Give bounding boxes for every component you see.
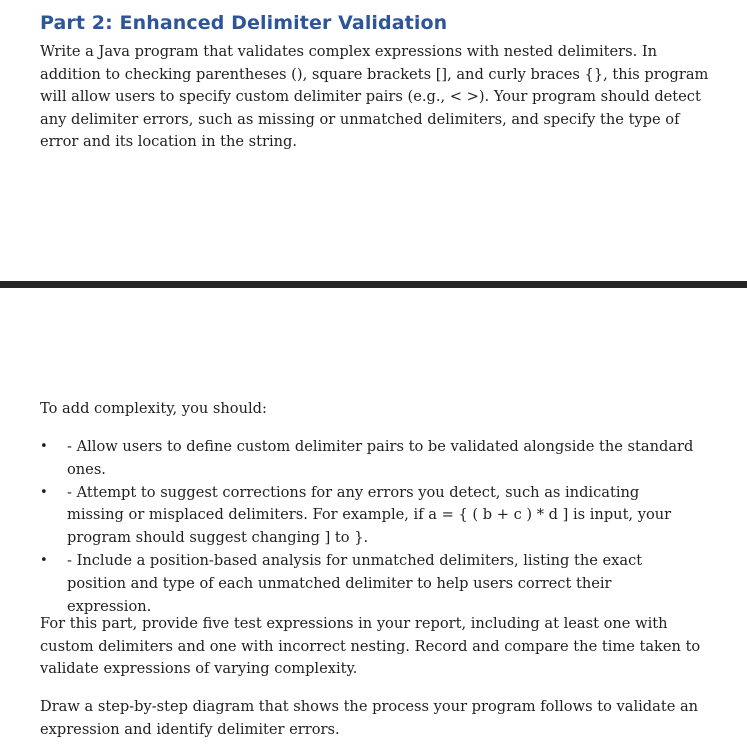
list-item [40,550,700,618]
requirements-list [40,436,700,618]
list-item-text: - Allow users to define custom delimiter pairs to be validated alongside the standard ones. [67,438,694,478]
list-item-text: - Attempt to suggest corrections for any errors you detect, such as indicating missing or misplaced delimiters. For example, if a = { ( b + c ) * d ] is input, your program should suggest changing ] to }. [67,483,672,547]
list-item-text: - Include a position-based analysis for unmatched delimiters, listing the exact position and type of each unmatched delimiter to help users correct their expression. [67,551,643,615]
test-expressions-paragraph: For this part, provide five test expressions in your report, including at least one with custom delimiters and one with incorrect nesting. Record and compare the time taken to validate expressions of varying complexity. [40,615,701,678]
diagram-paragraph: Draw a step-by-step diagram that shows the process your program follows to validate an expression and identify delimiter errors. [40,698,699,738]
bullet-icon: • [40,439,48,454]
page-top [0,0,747,281]
bullet-icon: • [40,484,48,500]
page-break-divider [0,281,747,288]
list-item [40,436,700,482]
intro-paragraph: Write a Java program that validates complex expressions with nested delimiters. In addition to checking parentheses (), square brackets [], and curly braces {}, this program will allow users to specify custom delimiter pairs (e.g., < >). Your program should detect any delimiter errors, such as missing or unmatched delimiters, and specify the type of error and its location in the string. [40,43,709,151]
list-item [40,482,700,550]
bullet-icon: • [40,552,48,568]
complexity-lead: To add complexity, you should: [40,400,267,417]
page-bottom [0,288,747,754]
section-heading: Part 2: Enhanced Delimiter Validation [40,12,448,34]
